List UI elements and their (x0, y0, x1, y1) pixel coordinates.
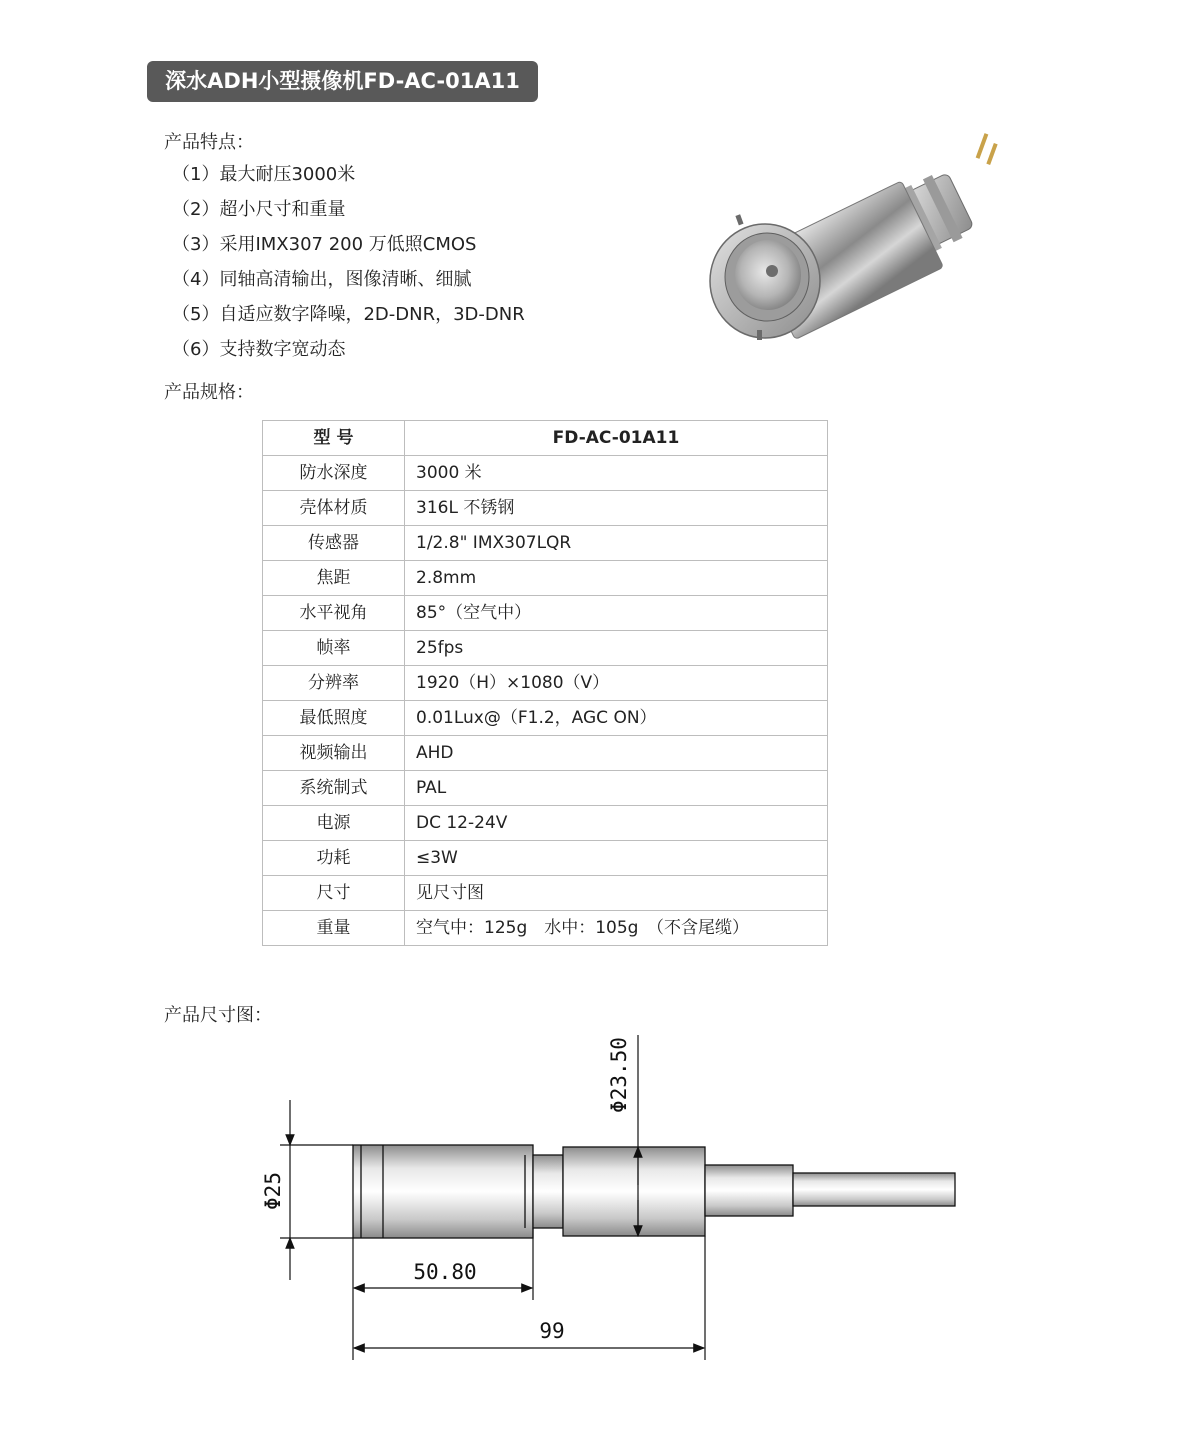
feature-item: （6）支持数字宽动态 (172, 339, 346, 360)
spec-key: 功耗 (263, 841, 405, 876)
table-row (263, 876, 828, 911)
table-header-row (263, 421, 828, 456)
spec-key: 焦距 (263, 561, 405, 596)
table-row (263, 561, 828, 596)
table-row (263, 666, 828, 701)
spec-value: 1/2.8" IMX307LQR (405, 526, 828, 561)
table-row (263, 841, 828, 876)
connector-shape (705, 1165, 793, 1216)
neck-shape (533, 1155, 563, 1228)
spec-value: 空气中：125g 水中：105g （不含尾缆） (405, 911, 828, 946)
spec-value: 2.8mm (405, 561, 828, 596)
spec-value: AHD (405, 736, 828, 771)
feature-item: （1）最大耐压3000米 (172, 164, 356, 185)
spec-table (262, 420, 828, 946)
rear-diameter-label: Φ23.50 (607, 1037, 631, 1113)
cable-shape (793, 1173, 955, 1206)
table-row (263, 771, 828, 806)
total-length-label: 99 (539, 1319, 565, 1343)
spec-value-header: FD-AC-01A11 (405, 421, 828, 456)
spec-value: ≤3W (405, 841, 828, 876)
spec-value: 85°（空气中） (405, 596, 828, 631)
spec-key: 重量 (263, 911, 405, 946)
table-row (263, 806, 828, 841)
table-row (263, 736, 828, 771)
table-row (263, 526, 828, 561)
feature-item: （2）超小尺寸和重量 (172, 199, 346, 220)
spec-key: 帧率 (263, 631, 405, 666)
spec-key: 水平视角 (263, 596, 405, 631)
spec-key: 分辨率 (263, 666, 405, 701)
spec-value: 3000 米 (405, 456, 828, 491)
spec-key: 防水深度 (263, 456, 405, 491)
spec-value: 25fps (405, 631, 828, 666)
table-row (263, 596, 828, 631)
spec-value: 0.01Lux@（F1.2，AGC ON） (405, 701, 828, 736)
spec-value: 1920（H）×1080（V） (405, 666, 828, 701)
front-diameter-label: Φ25 (261, 1172, 285, 1210)
front-length-label: 50.80 (413, 1260, 477, 1284)
spec-key: 最低照度 (263, 701, 405, 736)
table-row (263, 456, 828, 491)
table-row (263, 701, 828, 736)
spec-value: PAL (405, 771, 828, 806)
spec-key: 电源 (263, 806, 405, 841)
spec-key-header: 型 号 (263, 421, 405, 456)
camera-product-photo (700, 125, 1010, 340)
dimension-drawing (250, 1025, 970, 1375)
feature-item: （4）同轴高清输出，图像清晰、细腻 (172, 269, 472, 290)
table-row (263, 911, 828, 946)
dimension-heading: 产品尺寸图： (164, 1005, 272, 1026)
feature-list (172, 162, 525, 372)
spec-key: 系统制式 (263, 771, 405, 806)
spec-key: 传感器 (263, 526, 405, 561)
rear-housing-shape (563, 1147, 705, 1236)
spec-value: DC 12-24V (405, 806, 828, 841)
spec-value: 316L 不锈钢 (405, 491, 828, 526)
feature-item: （5）自适应数字降噪，2D-DNR，3D-DNR (172, 304, 525, 325)
features-heading: 产品特点： (164, 132, 254, 153)
spec-key: 尺寸 (263, 876, 405, 911)
table-row (263, 491, 828, 526)
spec-key: 壳体材质 (263, 491, 405, 526)
feature-item: （3）采用IMX307 200 万低照CMOS (172, 234, 477, 255)
spec-value: 见尺寸图 (405, 876, 828, 911)
spec-heading: 产品规格： (164, 382, 254, 403)
front-housing-shape (353, 1145, 533, 1238)
table-row (263, 631, 828, 666)
spec-key: 视频输出 (263, 736, 405, 771)
page-title: 深水ADH小型摄像机FD-AC-01A11 (147, 61, 538, 102)
